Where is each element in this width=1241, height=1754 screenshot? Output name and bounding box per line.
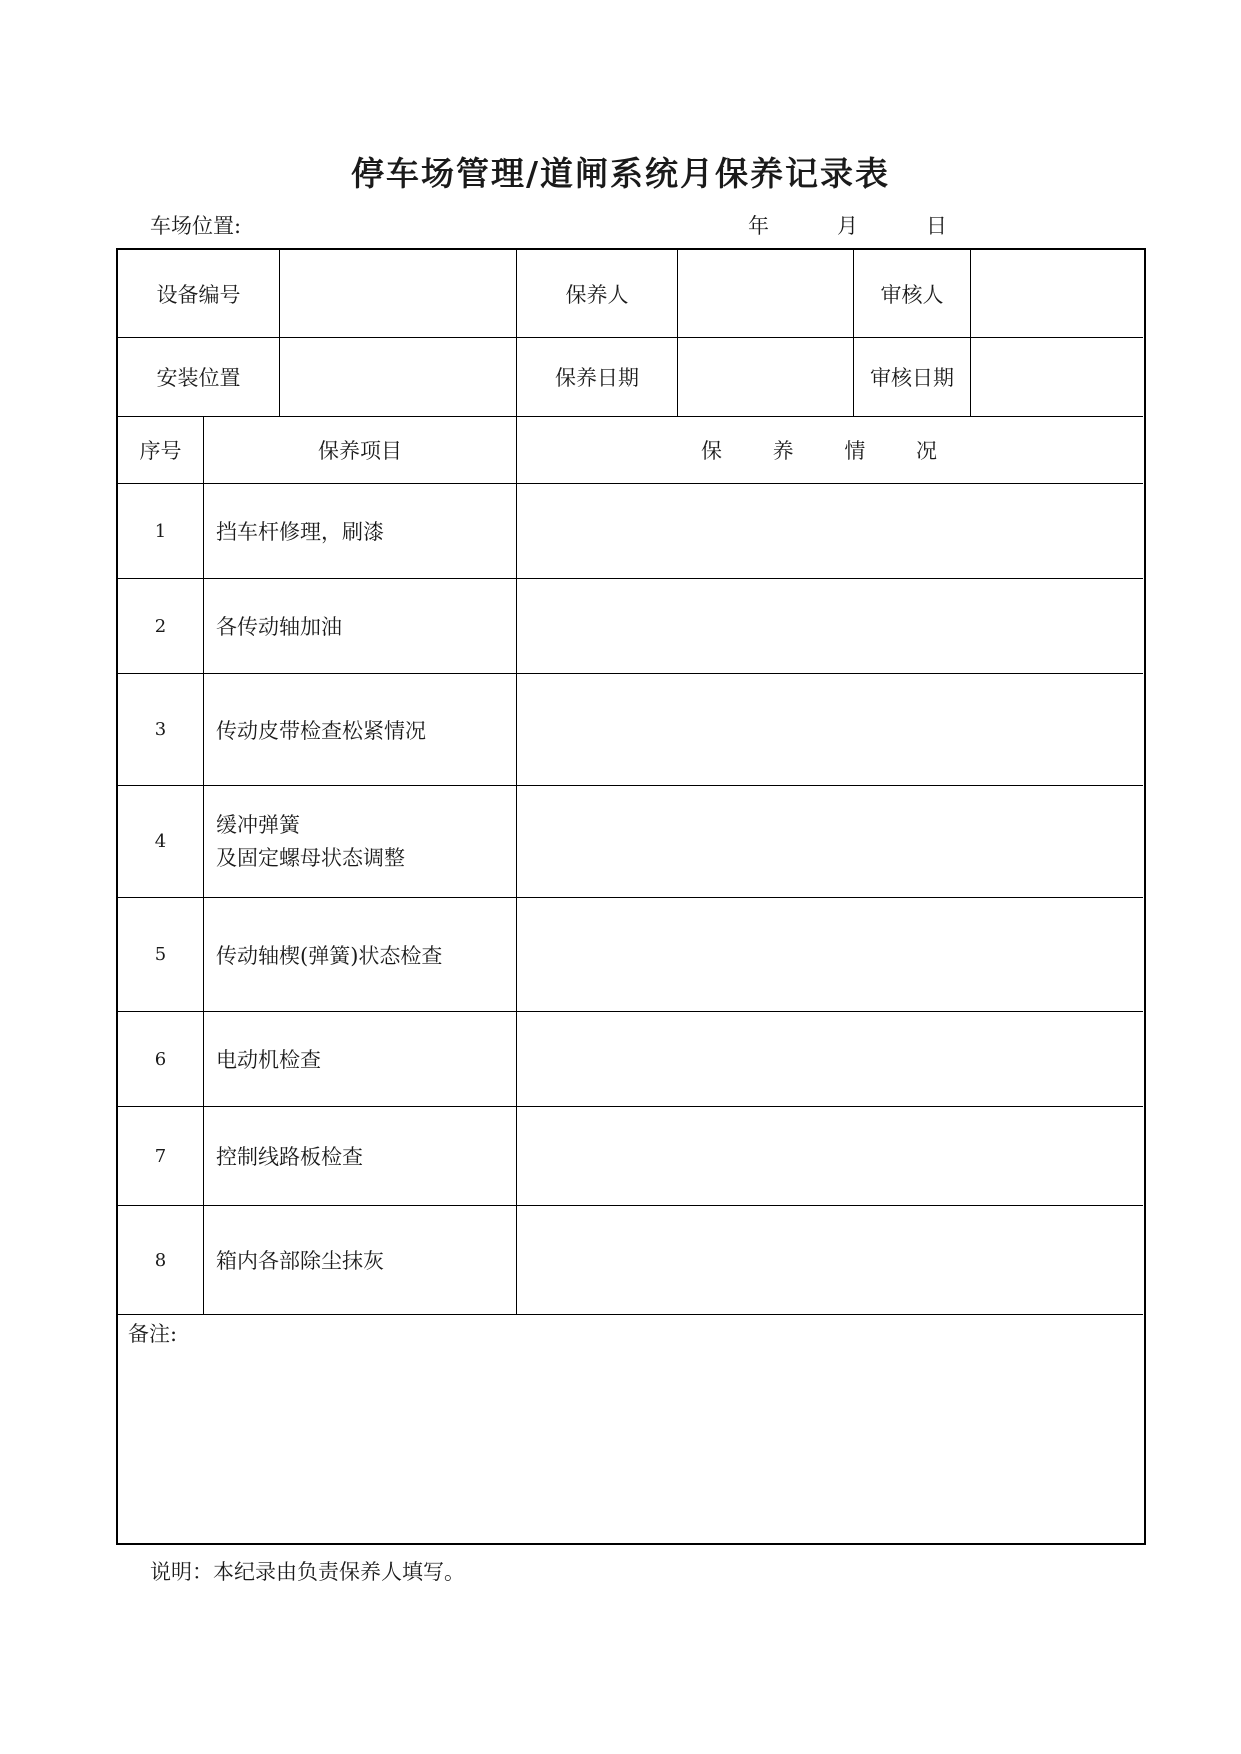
row-6-item: 电动机检查	[216, 1048, 321, 1072]
row-7-item: 控制线路板检查	[216, 1145, 363, 1169]
month-label: 月	[837, 214, 858, 238]
row-2-status-field[interactable]	[517, 579, 1143, 673]
row-7-no: 7	[154, 1145, 167, 1167]
row-5-item: 传动轴楔(弹簧)状态检查	[216, 943, 443, 968]
row-4-item-line-1: 缓冲弹簧	[216, 812, 300, 837]
row-8-status-field[interactable]	[517, 1206, 1143, 1314]
row-8-item: 箱内各部除尘抹灰	[216, 1249, 384, 1273]
remark-field[interactable]	[118, 1315, 1143, 1542]
row-4-no: 4	[154, 831, 167, 852]
device-no-field[interactable]	[280, 250, 516, 337]
review-date-label: 审核日期	[870, 366, 954, 390]
item-column-header: 保养项目	[318, 439, 402, 463]
maintenance-form-table	[116, 248, 1146, 1545]
status-column-header-text: 保 养 情 况	[700, 439, 960, 463]
row-5-status-field[interactable]	[517, 898, 1143, 1011]
row-7-status-field[interactable]	[517, 1107, 1143, 1205]
row-2-item: 各传动轴加油	[216, 615, 342, 639]
row-6-status-field[interactable]	[517, 1012, 1143, 1106]
parking-location-label: 车场位置:	[150, 214, 242, 238]
status-column-header	[517, 417, 1143, 483]
footer-note: 说明：本纪录由负责保养人填写。	[150, 1560, 465, 1584]
row-4-status-field[interactable]	[517, 786, 1143, 897]
day-label: 日	[926, 214, 947, 238]
date-line	[748, 210, 947, 240]
reviewer-field[interactable]	[971, 250, 1143, 337]
row-1-status-field[interactable]	[517, 484, 1143, 578]
seq-column-header: 序号	[139, 439, 182, 463]
reviewer-label: 审核人	[880, 282, 944, 307]
maintain-date-label: 保养日期	[555, 366, 639, 390]
row-1-no: 1	[154, 520, 167, 542]
row-3-status-field[interactable]	[517, 674, 1143, 785]
row-4-item-line-2: 及固定螺母状态调整	[216, 845, 405, 870]
row-6-no: 6	[154, 1048, 167, 1070]
row-3-item: 传动皮带检查松紧情况	[216, 718, 426, 743]
year-label: 年	[748, 214, 769, 238]
maintainer-field[interactable]	[678, 250, 853, 337]
device-no-label: 设备编号	[156, 282, 241, 307]
row-1-item: 挡车杆修理，刷漆	[216, 520, 384, 544]
install-location-field[interactable]	[280, 338, 516, 416]
maintainer-label: 保养人	[565, 282, 629, 307]
row-8-no: 8	[154, 1249, 167, 1271]
row-3-no: 3	[154, 719, 167, 740]
review-date-field[interactable]	[971, 338, 1143, 416]
maintain-date-field[interactable]	[678, 338, 853, 416]
row-5-no: 5	[154, 944, 167, 965]
row-2-no: 2	[154, 615, 167, 637]
install-location-label: 安装位置	[156, 366, 241, 390]
row-4-item	[204, 786, 516, 897]
remark-label: 备注:	[128, 1322, 178, 1346]
document-title: 停车场管理/道闸系统月保养记录表	[350, 154, 891, 193]
